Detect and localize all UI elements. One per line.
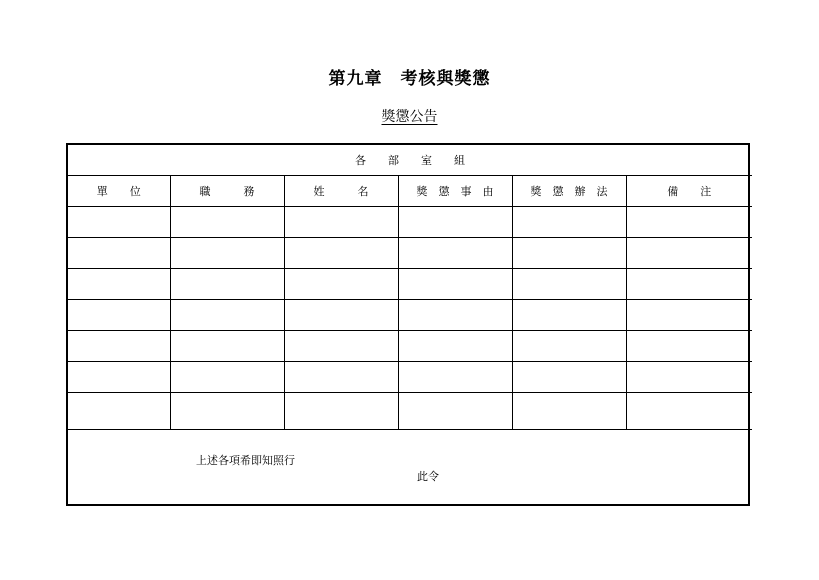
cell-position[interactable] xyxy=(170,393,284,430)
cell-name[interactable] xyxy=(284,238,398,269)
cell-unit[interactable] xyxy=(68,300,170,331)
table-row xyxy=(68,300,752,331)
cell-unit[interactable] xyxy=(68,393,170,430)
cell-name[interactable] xyxy=(284,300,398,331)
form-footer xyxy=(68,430,748,508)
cell-unit[interactable] xyxy=(68,331,170,362)
table-row xyxy=(68,238,752,269)
cell-method[interactable] xyxy=(512,238,626,269)
table-row xyxy=(68,269,752,300)
cell-unit[interactable] xyxy=(68,269,170,300)
cell-name[interactable] xyxy=(284,393,398,430)
cell-name[interactable] xyxy=(284,269,398,300)
table-row xyxy=(68,331,752,362)
document-title xyxy=(0,106,819,126)
announcement-table xyxy=(68,145,752,430)
cell-remarks[interactable] xyxy=(626,300,752,331)
cell-remarks[interactable] xyxy=(626,238,752,269)
header-reason: 獎 懲 事 由 xyxy=(398,176,512,207)
cell-position[interactable] xyxy=(170,207,284,238)
announcement-form xyxy=(66,143,750,506)
cell-position[interactable] xyxy=(170,238,284,269)
cell-unit[interactable] xyxy=(68,238,170,269)
cell-position[interactable] xyxy=(170,362,284,393)
header-unit: 單 位 xyxy=(68,176,170,207)
department-label: 各 部 室 組 xyxy=(68,145,752,176)
table-row xyxy=(68,393,752,430)
cell-reason[interactable] xyxy=(398,300,512,331)
cell-reason[interactable] xyxy=(398,331,512,362)
cell-method[interactable] xyxy=(512,393,626,430)
header-row xyxy=(68,176,752,207)
header-name: 姓 名 xyxy=(284,176,398,207)
header-position: 職 務 xyxy=(170,176,284,207)
cell-method[interactable] xyxy=(512,362,626,393)
cell-method[interactable] xyxy=(512,269,626,300)
cell-name[interactable] xyxy=(284,362,398,393)
cell-method[interactable] xyxy=(512,207,626,238)
cell-remarks[interactable] xyxy=(626,269,752,300)
cell-unit[interactable] xyxy=(68,207,170,238)
cell-remarks[interactable] xyxy=(626,207,752,238)
department-row xyxy=(68,145,752,176)
table-row xyxy=(68,207,752,238)
cell-remarks[interactable] xyxy=(626,393,752,430)
cell-method[interactable] xyxy=(512,300,626,331)
cell-method[interactable] xyxy=(512,331,626,362)
footer-note: 上述各項希即知照行 xyxy=(196,454,295,467)
chapter-title: 考核與獎懲 xyxy=(400,69,491,89)
cell-reason[interactable] xyxy=(398,362,512,393)
cell-position[interactable] xyxy=(170,331,284,362)
cell-name[interactable] xyxy=(284,207,398,238)
cell-reason[interactable] xyxy=(398,393,512,430)
cell-remarks[interactable] xyxy=(626,331,752,362)
cell-reason[interactable] xyxy=(398,207,512,238)
cell-reason[interactable] xyxy=(398,238,512,269)
header-remarks: 備 注 xyxy=(626,176,752,207)
cell-name[interactable] xyxy=(284,331,398,362)
header-method: 獎 懲 辦 法 xyxy=(512,176,626,207)
cell-reason[interactable] xyxy=(398,269,512,300)
chapter-heading xyxy=(0,64,819,89)
cell-position[interactable] xyxy=(170,300,284,331)
document-title-text: 獎懲公告 xyxy=(381,109,438,125)
table-row xyxy=(68,362,752,393)
cell-remarks[interactable] xyxy=(626,362,752,393)
footer-order: 此令 xyxy=(417,470,439,483)
cell-position[interactable] xyxy=(170,269,284,300)
cell-unit[interactable] xyxy=(68,362,170,393)
chapter-number: 第九章 xyxy=(328,69,383,89)
